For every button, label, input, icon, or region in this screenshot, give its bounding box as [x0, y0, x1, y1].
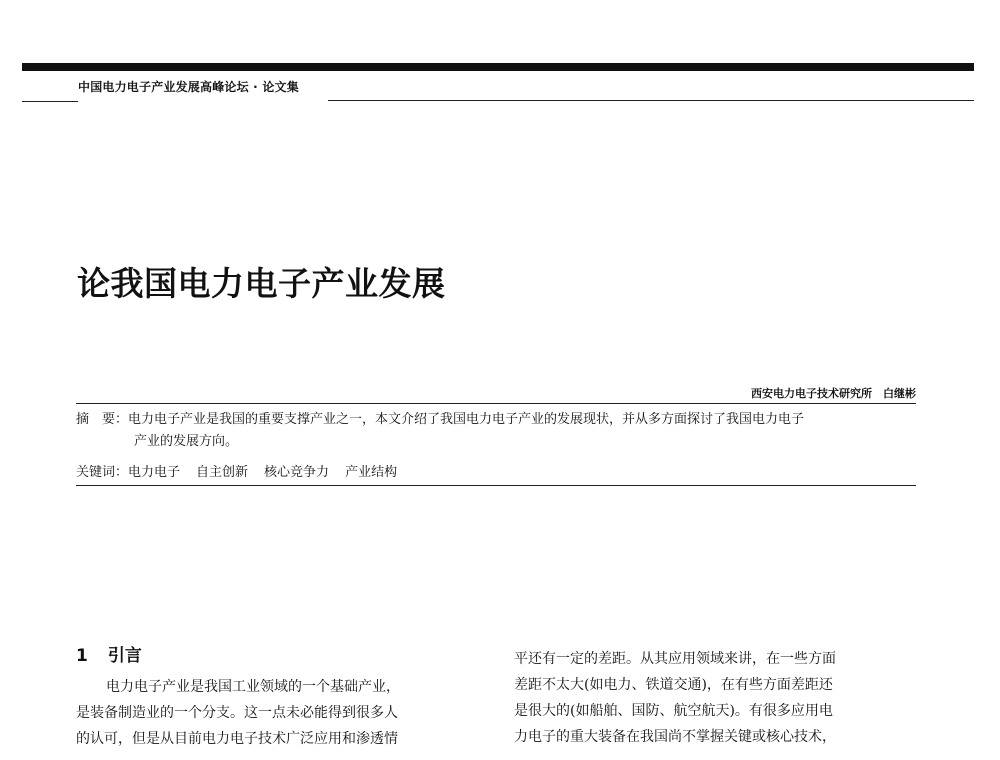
- body-line: 是装备制造业的一个分支。这一点未必能得到很多人: [76, 705, 398, 721]
- keywords-label: 关键词：: [76, 465, 129, 480]
- body-line: 是很大的(如船舶、国防、航空航天)。有很多应用电: [514, 703, 833, 719]
- body-line: 平还有一定的差距。从其应用领域来讲，在一些方面: [514, 651, 836, 667]
- section-title: 引言: [107, 646, 142, 666]
- body-column-right: [514, 646, 918, 750]
- keyword: 核心竞争力: [264, 465, 330, 480]
- keyword: 自主创新: [196, 465, 249, 480]
- running-head: 中国电力电子产业发展高峰论坛 · 论文集: [78, 80, 299, 94]
- body-line: 差距不太大(如电力、铁道交通)，在有些方面差距还: [514, 677, 833, 693]
- section-heading: [76, 641, 142, 666]
- keyword: 电力电子: [128, 465, 181, 480]
- section-number: 1: [76, 646, 88, 666]
- author-affiliation: 西安电力电子技术研究所 白继彬: [751, 387, 916, 400]
- body-column-left: [76, 674, 488, 752]
- keywords-block: [76, 461, 413, 480]
- keyword: 产业结构: [345, 465, 398, 480]
- body-line: 电力电子产业是我国工业领域的一个基础产业，: [106, 679, 400, 695]
- abstract-bottom-rule: [76, 485, 916, 486]
- abstract-row: [76, 409, 918, 431]
- article-title: 论我国电力电子产业发展: [77, 264, 446, 303]
- body-line: 力电子的重大装备在我国尚不掌握关键或核心技术，: [514, 729, 836, 745]
- abstract-row: [76, 431, 918, 453]
- abstract-line: 产业的发展方向。: [134, 434, 239, 449]
- abstract-block: [76, 409, 918, 453]
- abstract-top-rule: [76, 403, 916, 404]
- header-rule-left: [22, 101, 78, 102]
- abstract-label: 摘 要：: [76, 412, 129, 427]
- abstract-line: 电力电子产业是我国的重要支撑产业之一，本文介绍了我国电力电子产业的发展现状，并从多方面探讨了我国电力电子: [128, 412, 805, 427]
- body-line: 的认可，但是从目前电力电子技术广泛应用和渗透情: [76, 731, 398, 747]
- header-thick-rule: [22, 63, 974, 71]
- header-rule-right: [328, 100, 974, 101]
